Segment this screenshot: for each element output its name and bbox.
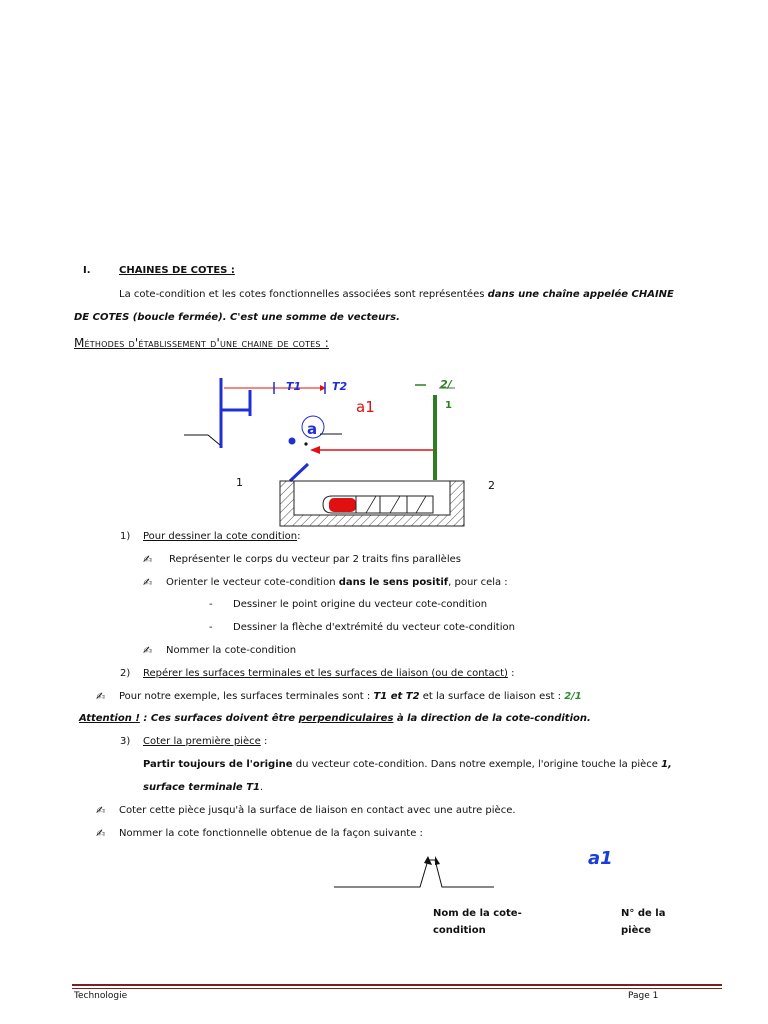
naming-no-2: pièce [621,925,652,936]
step-3-number: 3) [120,736,131,747]
step-3 [143,736,267,747]
dash-icon: - [209,622,213,633]
cote-condition-arrow [310,446,435,454]
intro-line2: DE COTES (boucle fermée). C'est une somme de vecteurs. [74,312,400,323]
attention-emphasis: perpendiculaires [298,713,394,724]
label-2-1: 2/ [440,378,452,391]
attention-line [79,713,591,724]
step-3-piece: 1, [661,759,672,770]
naming-pointer [330,852,500,892]
step-3-emphasis: Partir toujours de l'origine [143,759,293,770]
step-3-text: du vecteur cote-condition. Dans notre exemple, l'origine touche la pièce [292,759,662,770]
pencil-icon: ✍ [96,690,106,703]
footer-left: Technologie [74,991,128,1001]
footer-divider-thin [72,988,722,989]
naming-nom-1: Nom de la cote- [433,908,522,919]
label-t1: T1 [286,380,302,393]
label-1-green: 1 [445,400,452,411]
example-text: Pour notre exemple, les surfaces terminales sont : [119,691,374,702]
pencil-icon: ✍ [143,644,153,657]
attention-text: : Ces surfaces doivent être [139,713,299,724]
bullet-2-text: Orienter le vecteur cote-condition [166,577,339,588]
t1-t2-dimension [224,382,326,394]
step-2-number: 2) [120,668,131,679]
pencil-icon: ✍ [143,576,153,589]
housing [280,481,464,526]
label-a1: a1 [356,398,375,416]
bullet-1: Représenter le corps du vecteur par 2 traits fins parallèles [169,554,461,565]
bullet-3: Nommer la cote-condition [166,645,297,656]
step-1-label: Pour dessiner la cote condition [143,531,298,542]
intro-text: La cote-condition et les cotes fonctionnelles associées sont représentées [119,289,488,300]
label-a: a [307,420,318,438]
bullet-2 [166,577,508,588]
step-2-colon: : [507,668,515,679]
step-3-terminal: surface terminale T1 [143,782,260,793]
step-3-para-2 [143,782,263,793]
step-3-para-1 [143,759,672,770]
attention-label: Attention ! [79,713,140,724]
step-3-colon: : [260,736,268,747]
example-mid: et la surface de liaison est : [419,691,565,702]
section-title: CHAINES DE COTES : [119,265,235,276]
piece-2-number: 2 [488,479,495,492]
step-1-colon: : [297,531,301,542]
example-terminal: T1 et T2 [373,691,420,702]
coter-line-1: Coter cette pièce jusqu'à la surface de liaison en contact avec une autre pièce. [119,805,516,816]
bullet-2-tail: , pour cela : [448,577,508,588]
piece-1-number: 1 [236,476,243,489]
chain-figure [170,368,500,538]
coter-line-2: Nommer la cote fonctionnelle obtenue de la façon suivante : [119,828,423,839]
pencil-icon: ✍ [143,553,153,566]
footer-divider [72,984,722,986]
step-1-number: 1) [120,531,131,542]
step-2-label: Repérer les surfaces terminales et les surfaces de liaison (ou de contact) [143,668,508,679]
dash-icon: - [209,599,213,610]
naming-no-1: N° de la [621,908,666,919]
pencil-icon: ✍ [96,804,106,817]
step-2 [143,668,514,679]
step-3-period: . [259,782,264,793]
attention-tail: à la direction de la cote-condition. [393,713,591,724]
section-number: I. [83,265,91,276]
pencil-icon: ✍ [96,827,106,840]
origin-point [289,438,296,445]
naming-a1-label: a1 [588,848,613,869]
bullet-2-emphasis: dans le sens positif [338,577,449,588]
label-t2: T2 [332,380,348,393]
sub-bullet-1: Dessiner le point origine du vecteur cote-condition [233,599,488,610]
example-liaison: 2/1 [564,691,582,702]
intro-line1 [119,289,674,300]
methods-heading: Méthodes d'établissement d'une chaine de cotes : [74,336,329,350]
step-3-label: Coter la première pièce [143,736,261,747]
example-line [119,691,582,702]
step-1 [143,531,300,542]
sub-bullet-2: Dessiner la flèche d'extrémité du vecteur cote-condition [233,622,515,633]
naming-nom-2: condition [433,925,486,936]
page-number: Page 1 [628,991,659,1001]
intro-emphasis: dans une chaîne appelée CHAINE [487,289,674,300]
